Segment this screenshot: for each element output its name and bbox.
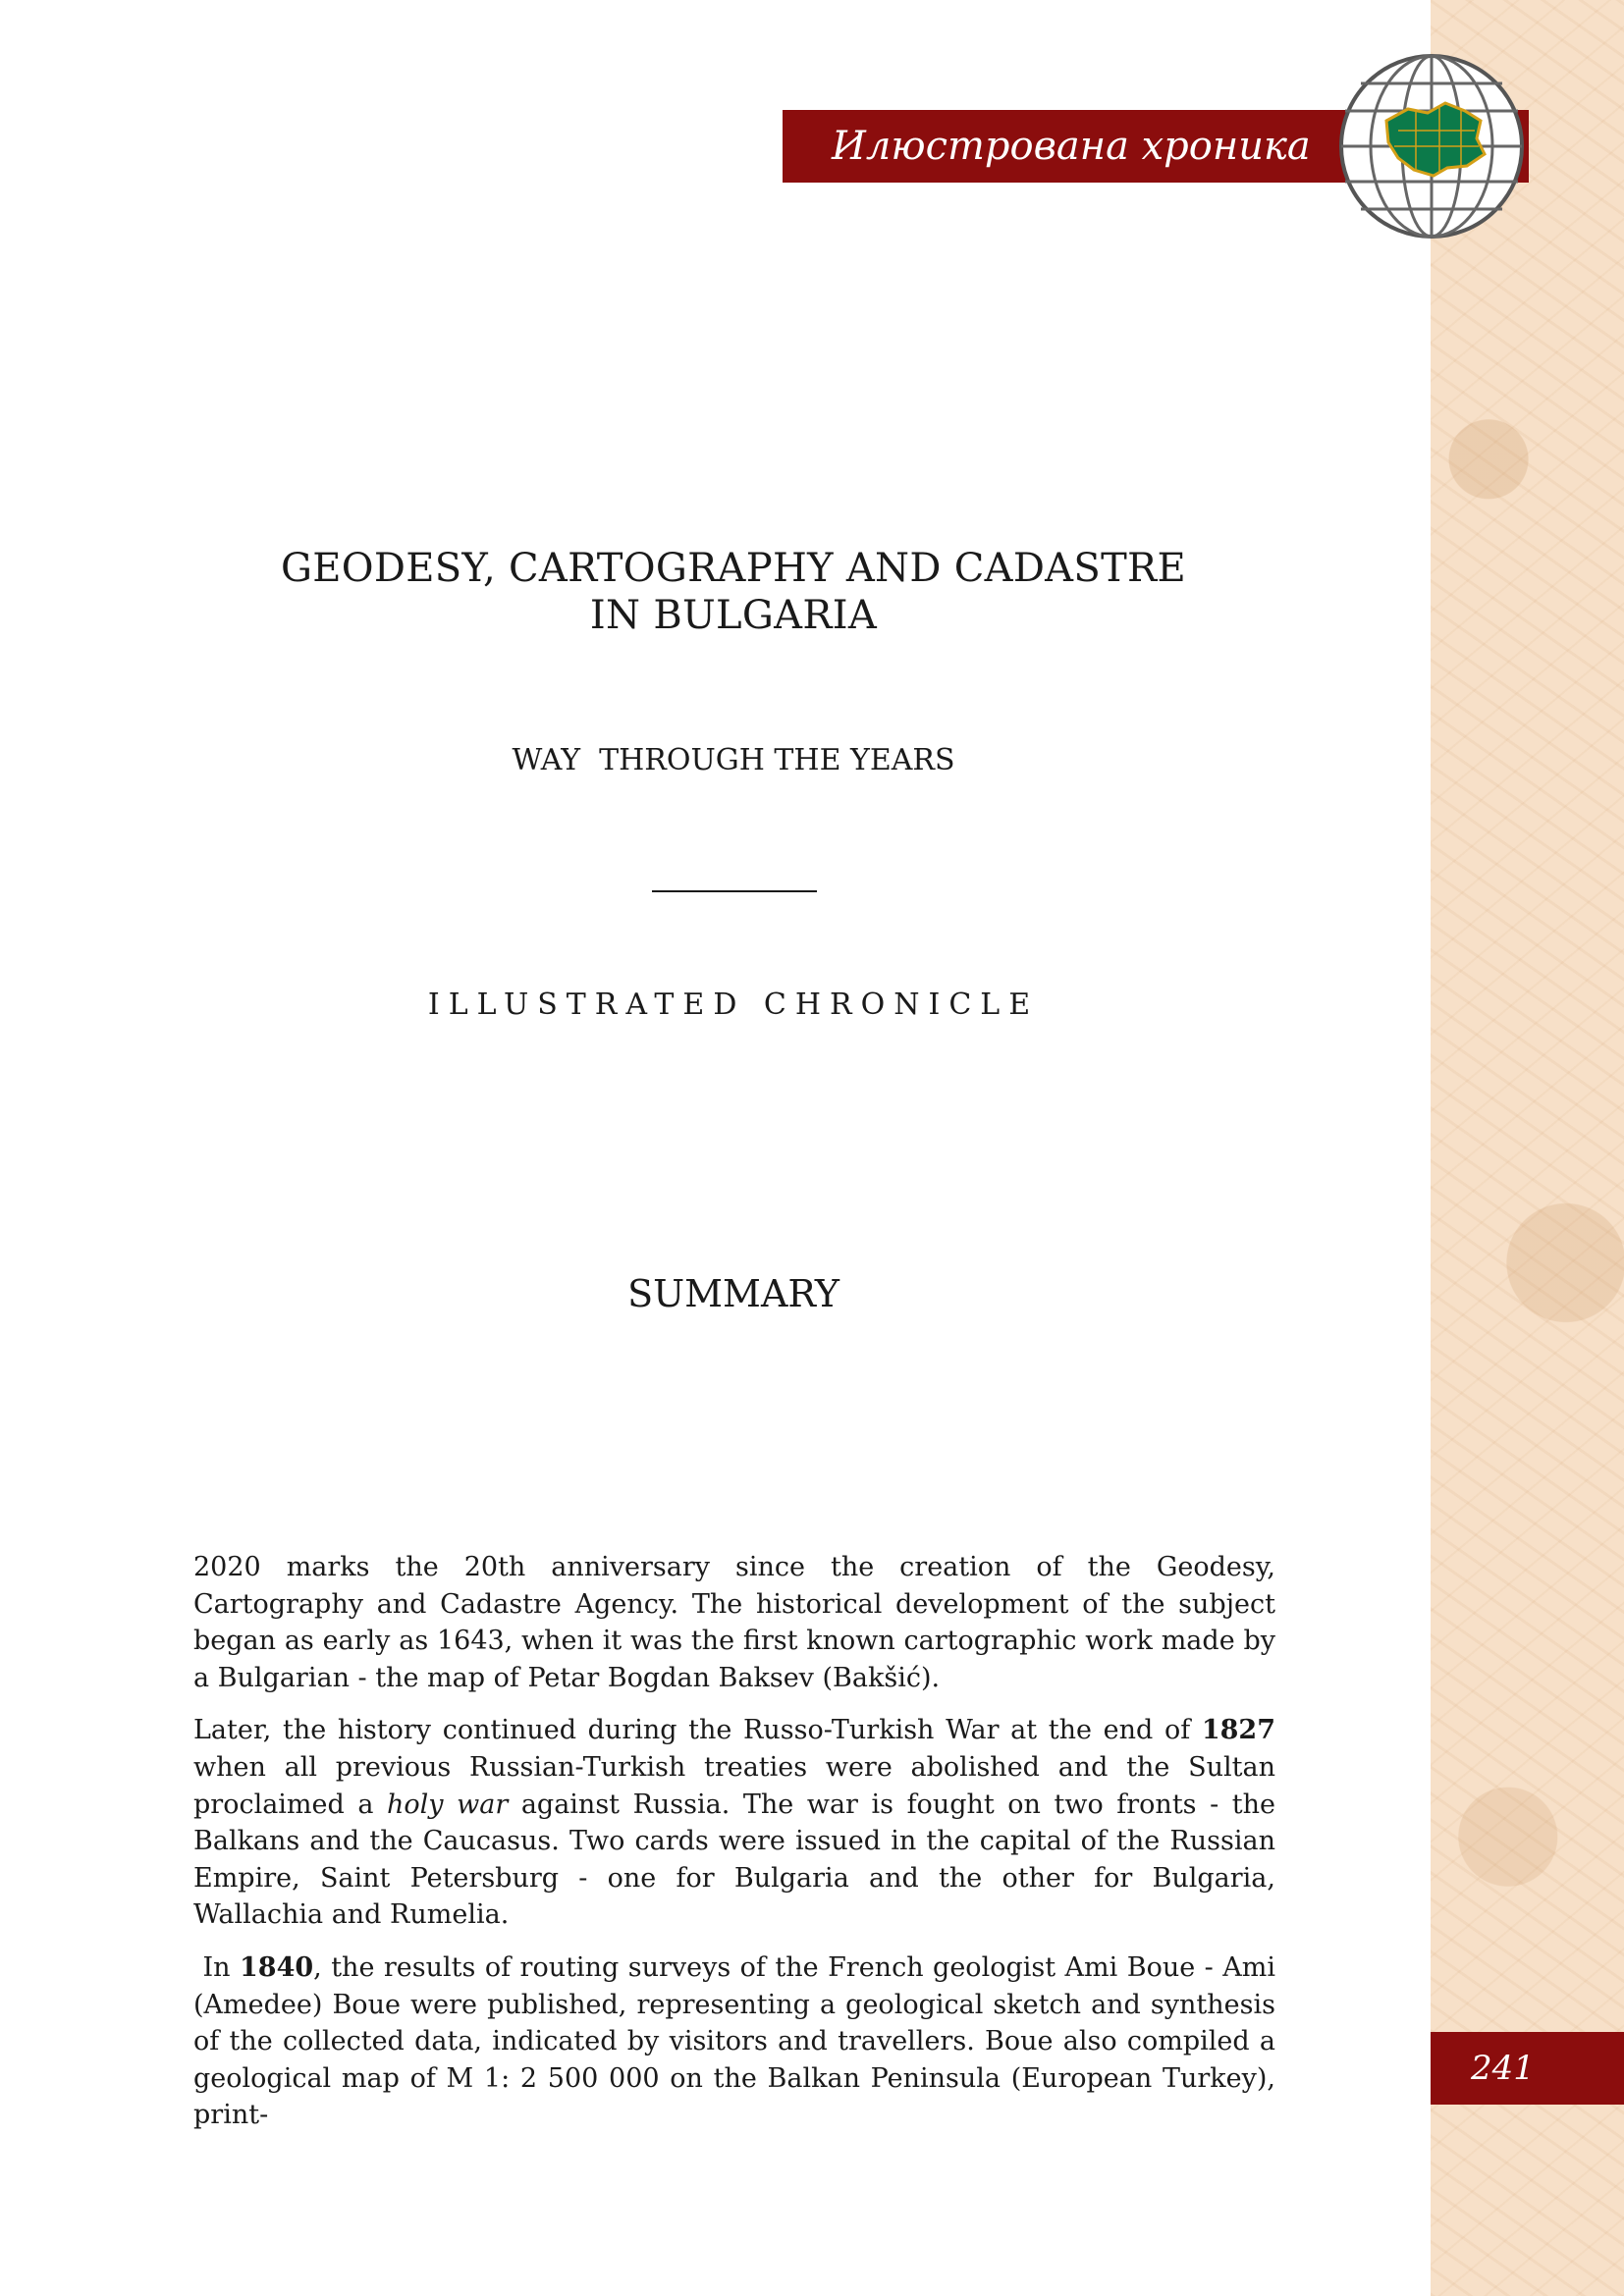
- paragraph-2-year: 1827: [1201, 1715, 1275, 1746]
- page-number: 241: [1471, 2049, 1535, 2088]
- title-line-1: GEODESY, CARTOGRAPHY AND CADASTRE: [281, 546, 1186, 591]
- paragraph-2-text-a: Later, the history continued during the Russo-Turkish War at the end of: [193, 1715, 1202, 1746]
- document-title: [193, 545, 1273, 639]
- paragraph-3: [193, 1949, 1284, 2134]
- decorative-map-strip: [1431, 0, 1624, 2296]
- paragraph-2-emphasis: holy war: [387, 1789, 509, 1820]
- paragraph-1: 2020 marks the 20th anniversary since the creation of the Geodesy, Cartography and Cadastre Agency. The historical development of the subject began as early as 1643, when it was the first known cartographic work made by a Bulgarian - the map of Petar Bogdan Baksev (Bakšić).: [193, 1552, 1275, 1693]
- document-subtitle: WAY THROUGH THE YEARS: [512, 743, 955, 777]
- divider-rule: [652, 890, 817, 892]
- section-heading: SUMMARY: [627, 1272, 839, 1315]
- paragraph-3-text-b: , the results of routing surveys of the French geologist Ami Boue - Ami (Amedee) Boue were published, representing a geological sketch and synthesis of the collected data, indicated by visitors and travellers. Boue also compiled a geological map of M 1: 2 500 000 on the Balkan Peninsula (European Turkey), print-: [193, 1951, 1284, 2131]
- page-number-band: [1431, 2032, 1624, 2105]
- paragraph-2: [193, 1712, 1275, 1934]
- paragraph-2-text-b: when all previous Russian-Turkish treaties were abolished and the Sultan proclaimed a: [193, 1751, 1275, 1820]
- title-line-2: IN BULGARIA: [589, 593, 878, 638]
- paragraph-2-text-c: against Russia. The war is fought on two fronts - the Balkans and the Caucasus. Two cards were issued in the capital of the Russian Empire, Saint Petersburg - one for Bulgaria and the other for Bulgaria, Wallachia and Rumelia.: [193, 1789, 1275, 1931]
- summary-body: [193, 1549, 1284, 2150]
- paragraph-3-year: 1840: [240, 1951, 314, 1983]
- paragraph-3-text-a: In: [193, 1951, 240, 1983]
- chronicle-label: ILLUSTRATED CHRONICLE: [427, 988, 1040, 1022]
- header-band-title: Илюстрована хроника: [832, 124, 1311, 169]
- globe-map-bulgaria-icon: [1337, 52, 1526, 240]
